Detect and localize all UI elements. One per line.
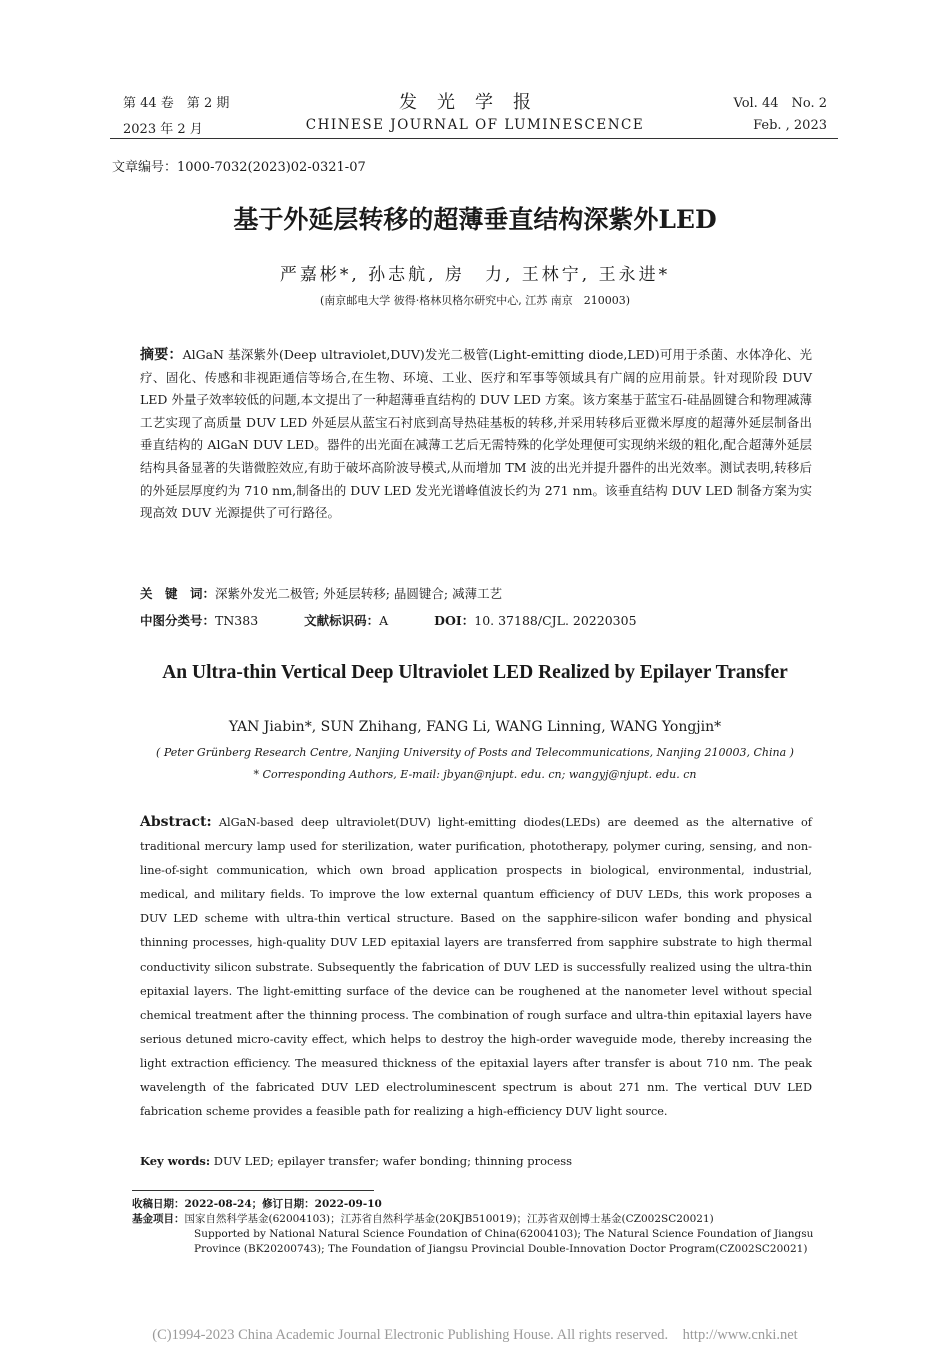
keywords-cn-text: 深紫外发光二极管; 外延层转移; 晶圆键合; 减薄工艺 xyxy=(215,586,503,601)
fund-row xyxy=(132,1212,852,1227)
journal-title-en: CHINESE JOURNAL OF LUMINESCENCE xyxy=(305,117,645,133)
abstract-en-text: AlGaN-based deep ultraviolet(DUV) light-emitting diodes(LEDs) are deemed as the alternative of traditional mercury lamp used for sterilization, water purification, phototherapy, polymer curing, sensing, and non-line-of-sight communication, which own broad application prospects in biological, environmental, industrial, medical, and military fields. To improve the low external quantum efficiency of DUV LEDs, this work proposes a DUV LED scheme with ultra-thin vertical structure. Based on the sapphire-silicon wafer bonding and physical thinning processes, high-quality DUV LED epitaxial layers are transferred from sapphire substrate to high thermal conductivity silicon substrate. Subsequently the fabrication of DUV LED is successfully realized using the ultra-thin epitaxial layers. The light-emitting surface of the device can be roughened at the nanometer level without special chemical treatment after the thinning process. The combination of rough surface and ultra-thin epitaxial layers have serious detuned micro-cavity effect, which helps to destroy the high-order waveguide mode, thereby increasing the light extraction efficiency. The measured thickness of the epitaxial layers after transfer is about 710 nm. The peak wavelength of the fabricated DUV LED electroluminescent spectrum is about 271 nm. The vertical DUV LED fabrication scheme provides a feasible path for realizing a high-efficiency DUV light source. xyxy=(140,816,812,1119)
affiliation-cn: (南京邮电大学 彼得·格林贝格尔研究中心, 江苏 南京 210003) xyxy=(319,294,631,307)
abstract-en-label: Abstract: xyxy=(140,814,212,830)
volume-issue-cn: 第 44 卷 第 2 期 xyxy=(123,96,230,111)
doi-value: 10. 37188/CJL. 20220305 xyxy=(474,613,637,628)
copyright-notice: (C)1994-2023 China Academic Journal Electronic Publishing House. All rights reserved. http://www.cnki.net xyxy=(152,1327,798,1343)
keywords-en-text: DUV LED; epilayer transfer; wafer bonding; thinning process xyxy=(213,1154,573,1168)
authors-cn: 严嘉彬*, 孙志航, 房 力, 王林宁, 王永进* xyxy=(279,265,671,285)
corresponding-authors: * Corresponding Authors, E-mail: jbyan@njupt. edu. cn; wangyj@njupt. edu. cn xyxy=(253,768,697,781)
clc-label: 中图分类号： xyxy=(140,613,216,628)
keywords-en xyxy=(140,1154,820,1168)
fund-label: 基金项目： xyxy=(132,1213,185,1225)
keywords-en-label: Key words: xyxy=(140,1154,211,1168)
article-number: 文章编号：1000-7032(2023)02-0321-07 xyxy=(112,160,366,175)
abstract-cn xyxy=(140,344,812,525)
clc-value: TN383 xyxy=(215,613,259,628)
fund-en: Supported by National Natural Science Foundation of China(62004103); The Natural Science Foundation of Jiangsu Province (BK20200743); The Foundation of Jiangsu Provincial Double-Innovation Doctor Program(CZ002SC20021) xyxy=(194,1228,814,1255)
abstract-cn-text: AlGaN 基深紫外(Deep ultraviolet,DUV)发光二极管(Light-emitting diode,LED)可用于杀菌、水体净化、光疗、固化、传感和非视距通信等场合,在生物、环境、工业、医疗和军事等领域具有广阔的应用前景。针对现阶段 DUV LED 外量子效率较低的问题,本文提出了一种超薄垂直结构的 DUV LED 方案。该方案基于蓝宝石-硅晶圆键合和物理减薄工艺实现了高质量 DUV LED 外延层从蓝宝石衬底到高导热硅基板的转移,并采用转移后亚微米厚度的超薄外延层制备出垂直结构的 AlGaN DUV LED。器件的出光面在减薄工艺后无需特殊的化学处理便可实现纳米级的粗化,配合超薄外延层结构具备显著的失谐微腔效应,有助于破坏高阶波导模式,从而增加 TM 波的出光并提升器件的出光效率。测试表明,转移后的外延层厚度约为 710 nm,制备出的 DUV LED 发光光谱峰值波长约为 271 nm。该垂直结构 DUV LED 制备方案为实现高效 DUV 光源提供了可行路径。 xyxy=(140,347,812,521)
title-cn: 基于外延层转移的超薄垂直结构深紫外LED xyxy=(233,205,717,234)
doc-code-label: 文献标识码： xyxy=(304,613,380,628)
abstract-en xyxy=(140,810,812,1124)
authors-en: YAN Jiabin*, SUN Zhihang, FANG Li, WANG Linning, WANG Yongjin* xyxy=(228,719,722,735)
journal-title-cn: 发光学报 xyxy=(399,92,551,113)
footnotes xyxy=(132,1197,852,1257)
header-rule xyxy=(110,138,838,139)
date-en: Feb. , 2023 xyxy=(753,118,827,133)
fund-cn: 国家自然科学基金(62004103)；江苏省自然科学基金(20KJB510019)；江苏省双创博士基金(CZ002SC20021) xyxy=(184,1213,714,1225)
affiliation-en: ( Peter Grünberg Research Centre, Nanjing University of Posts and Telecommunications, Nanjing 210003, China ) xyxy=(156,746,794,759)
abstract-cn-label: 摘要： xyxy=(140,347,183,363)
title-en: An Ultra-thin Vertical Deep Ultraviolet LED Realized by Epilayer Transfer xyxy=(162,662,788,683)
footnote-rule xyxy=(132,1190,374,1191)
doc-code-value: A xyxy=(379,613,389,628)
received-dates: 收稿日期：2022-08-24；修订日期：2022-09-10 xyxy=(132,1198,382,1210)
keywords-cn xyxy=(140,584,820,602)
date-cn: 2023 年 2 月 xyxy=(123,122,203,137)
classification-line xyxy=(140,611,820,629)
doi-label: DOI： xyxy=(434,613,475,628)
volume-issue-en: Vol. 44 No. 2 xyxy=(733,96,827,111)
keywords-cn-label: 关 键 词： xyxy=(140,586,216,601)
